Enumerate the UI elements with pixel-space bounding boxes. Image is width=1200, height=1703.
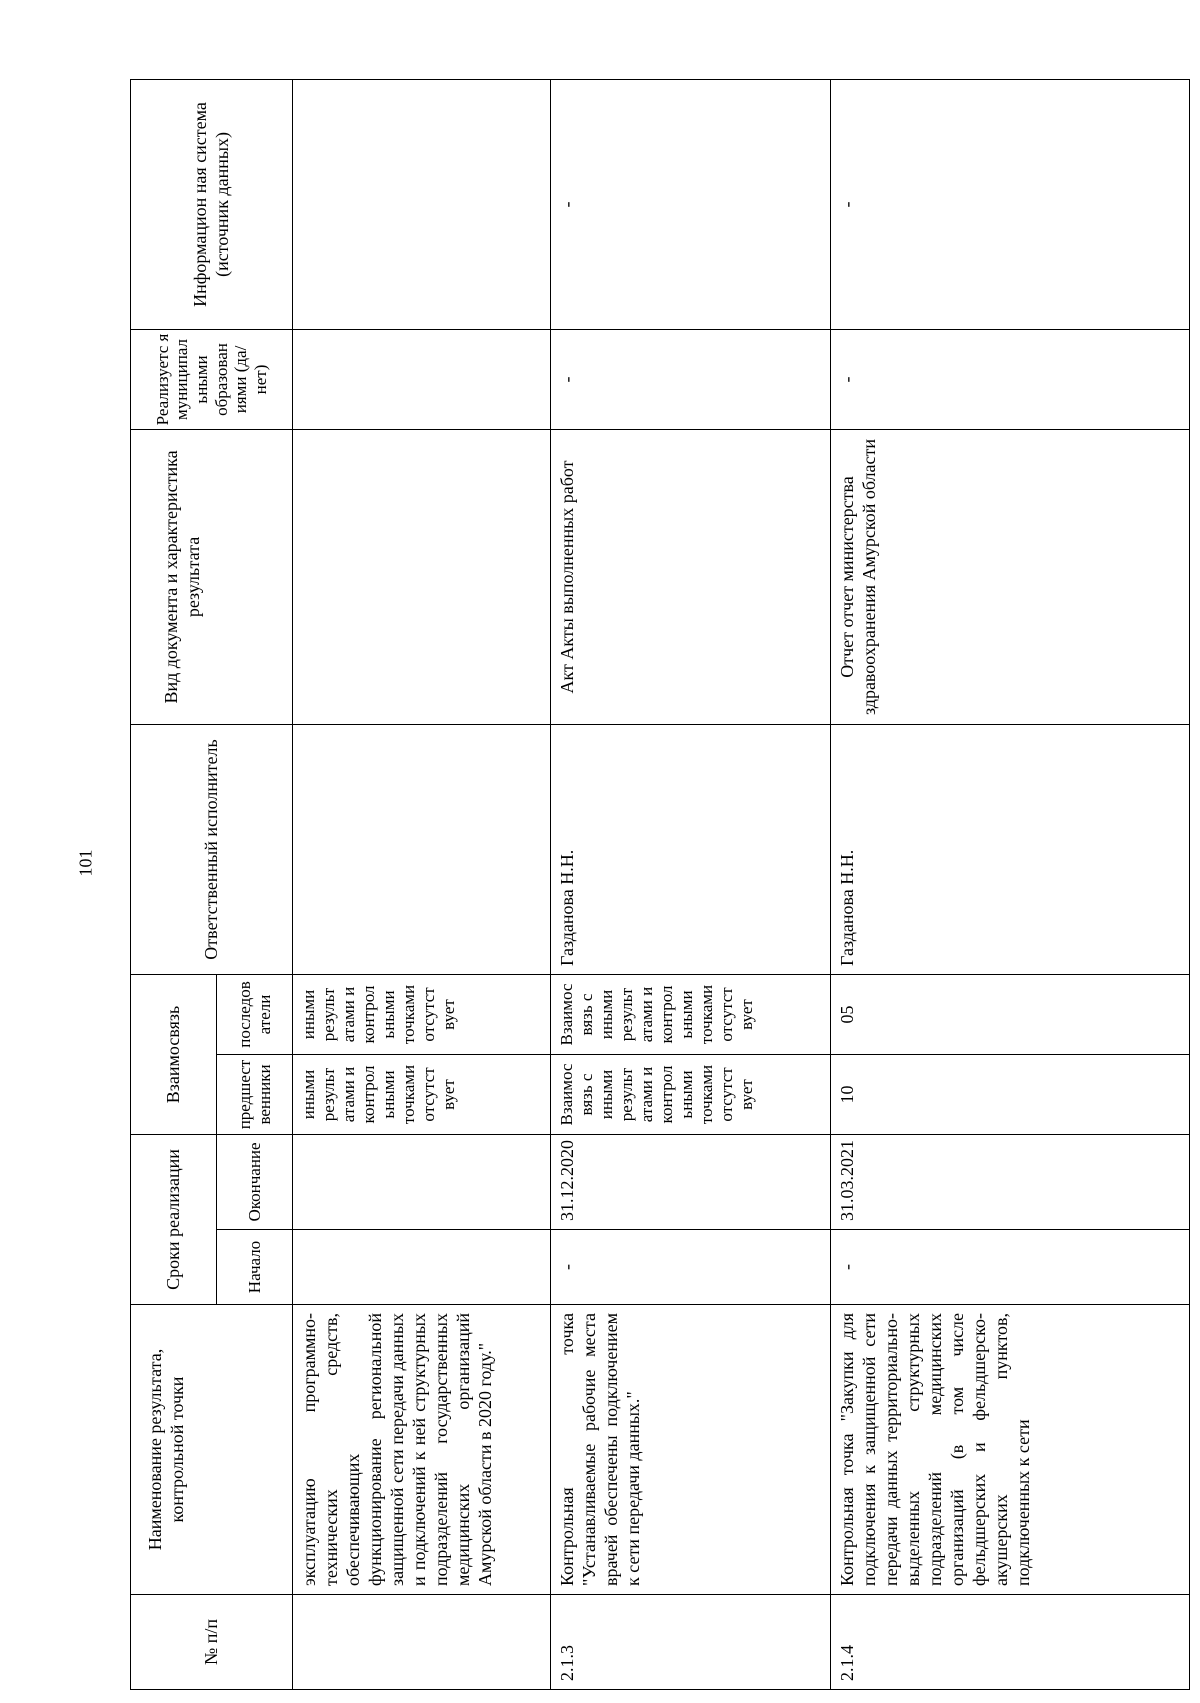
table-row bbox=[551, 79, 831, 1689]
row-name: эксплуатацию программно-технических средств, обеспечивающих функционирование региональной защищенной сети передачи данных и подключений к ней структурных подразделений государственных медицинских организаций Амурской области в 2020 году." bbox=[293, 1305, 551, 1595]
header-terms: Сроки реализации bbox=[131, 1134, 217, 1304]
page-number: 101 bbox=[75, 849, 96, 877]
row-num: 2.1.4 bbox=[831, 1595, 1190, 1690]
row-predecessors: 10 bbox=[831, 1054, 1190, 1134]
row-info-system: - bbox=[831, 79, 1190, 329]
header-row-1 bbox=[131, 79, 217, 1689]
table-row bbox=[831, 79, 1190, 1689]
header-num: № п/п bbox=[131, 1595, 293, 1690]
row-end: 31.12.2020 bbox=[551, 1134, 831, 1229]
row-predecessors: иными результ атами и контрол ьными точками отсутст вует bbox=[293, 1054, 551, 1134]
row-doc-type: Акт Акты выполненных работ bbox=[551, 429, 831, 724]
header-start: Начало bbox=[217, 1230, 293, 1305]
row-doc-type: Отчет отчет министерства здравоохранения Амурской области bbox=[831, 429, 1190, 724]
row-start: - bbox=[831, 1230, 1190, 1305]
row-municipal: - bbox=[551, 329, 831, 429]
header-name: Наименование результата, контрольной точки bbox=[131, 1305, 293, 1595]
row-info-system bbox=[293, 79, 551, 329]
row-start bbox=[293, 1230, 551, 1305]
row-start: - bbox=[551, 1230, 831, 1305]
row-predecessors: Взаимос вязь с иными результ атами и контрол ьными точками отсутст вует bbox=[551, 1054, 831, 1134]
header-municipal: Реализуетс я муниципал ьными образован иями (да/нет) bbox=[131, 329, 293, 429]
row-municipal: - bbox=[831, 329, 1190, 429]
row-responsible: Газданова Н.Н. bbox=[551, 724, 831, 974]
header-relation: Взаимосвязь bbox=[131, 974, 217, 1134]
header-end: Окончание bbox=[217, 1134, 293, 1229]
row-municipal bbox=[293, 329, 551, 429]
row-num: 2.1.3 bbox=[551, 1595, 831, 1690]
header-predecessors: предшест венники bbox=[217, 1054, 293, 1134]
header-info-system: Информацион ная система (источник данных) bbox=[131, 79, 293, 329]
table-row bbox=[293, 79, 551, 1689]
row-end: 31.03.2021 bbox=[831, 1134, 1190, 1229]
row-num bbox=[293, 1595, 551, 1690]
row-responsible: Газданова Н.Н. bbox=[831, 724, 1190, 974]
row-name: Контрольная точка "Закупки для подключения к защищенной сети передачи данных территориально-выделенных структурных подразделений медицинских организаций (в том числе фельдшерских и фельдшерско-акушерских пунктов, подключенных к сети bbox=[831, 1305, 1190, 1595]
header-responsible: Ответственный исполнитель bbox=[131, 724, 293, 974]
row-end bbox=[293, 1134, 551, 1229]
rotated-table-container bbox=[130, 80, 1190, 1690]
row-successors: 05 bbox=[831, 974, 1190, 1054]
row-successors: Взаимос вязь с иными результ атами и контрол ьными точками отсутст вует bbox=[551, 974, 831, 1054]
plan-table bbox=[130, 79, 1190, 1690]
header-doc-type: Вид документа и характеристика результата bbox=[131, 429, 293, 724]
row-doc-type bbox=[293, 429, 551, 724]
row-name: Контрольная точка "Устанавливаемые рабочие места врачей обеспечены подключением к сети передачи данных." bbox=[551, 1305, 831, 1595]
row-responsible bbox=[293, 724, 551, 974]
row-info-system: - bbox=[551, 79, 831, 329]
row-successors: иными результ атами и контрол ьными точками отсутст вует bbox=[293, 974, 551, 1054]
header-successors: последов атели bbox=[217, 974, 293, 1054]
